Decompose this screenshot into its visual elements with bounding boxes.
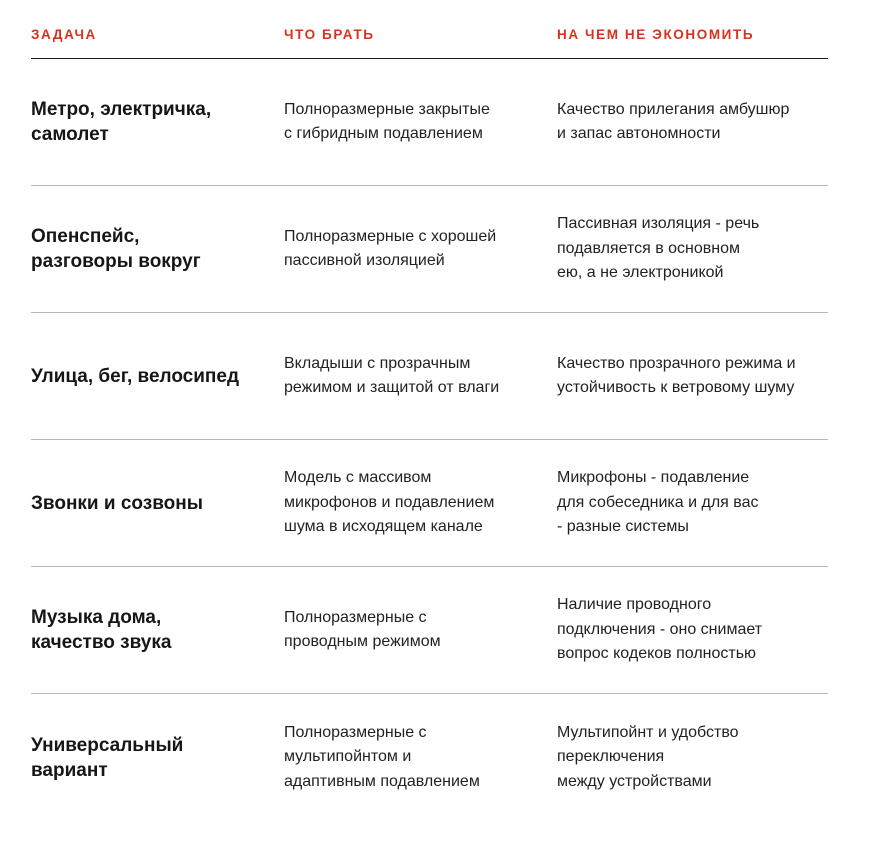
cell-text-line: Полноразмерные с хорошей: [284, 227, 497, 245]
table-row: [31, 567, 828, 694]
what-to-take-cell: [284, 440, 546, 566]
table-header: [31, 0, 828, 59]
what-to-take-cell: [284, 186, 546, 312]
cell-text-line: вариант: [31, 759, 108, 781]
cell-text-line: переключения: [557, 748, 665, 766]
dont-save-cell: [557, 440, 828, 566]
cell-text-line: проводным режимом: [284, 633, 441, 650]
cell-text-line: качество звука: [31, 632, 172, 653]
cell-text-line: подключения - оно снимает: [557, 620, 763, 638]
cell-text-line: устойчивость к ветровому шуму: [557, 379, 795, 396]
cell-text-line: Опенспейс,: [31, 226, 140, 247]
header-task: ЗАДАЧА: [31, 27, 97, 42]
dont-save-cell: [557, 186, 828, 312]
what-to-take-cell: [284, 694, 546, 821]
cell-text-line: Качество прозрачного режима и: [557, 354, 796, 372]
cell-text-line: Полноразмерные с: [284, 608, 427, 626]
cell-text-line: - разные системы: [557, 518, 689, 536]
what-to-take-cell: [284, 567, 546, 693]
task-cell: [31, 59, 271, 185]
cell-text-line: Универсальный: [31, 734, 184, 756]
cell-text-line: Полноразмерные закрытые: [284, 100, 490, 118]
cell-text-line: микрофонов и подавлением: [284, 493, 495, 511]
cell-text-line: адаптивным подавлением: [284, 772, 480, 790]
dont-save-cell: [557, 313, 828, 439]
table-row: [31, 186, 828, 313]
cell-text-line: Наличие проводного: [557, 596, 712, 614]
cell-text-line: Качество прилегания амбушюр: [557, 100, 790, 118]
cell-text-line: режимом и защитой от влаги: [284, 379, 500, 396]
cell-text-line: для собеседника и для вас: [557, 493, 759, 511]
cell-text-line: Пассивная изоляция - речь: [557, 215, 760, 233]
cell-text-line: подавляется в основном: [557, 239, 741, 257]
cell-text-line: Улица, бег, велосипед: [31, 365, 240, 387]
comparison-table: [31, 0, 828, 821]
cell-text-line: разговоры вокруг: [31, 251, 201, 272]
task-cell: [31, 313, 271, 439]
table-row: [31, 694, 828, 821]
dont-save-cell: [557, 567, 828, 693]
table-row: [31, 313, 828, 440]
task-cell: [31, 186, 271, 312]
dont-save-cell: [557, 694, 828, 821]
dont-save-cell: [557, 59, 828, 185]
cell-text-line: с гибридным подавлением: [284, 125, 483, 142]
cell-text-line: Звонки и созвоны: [31, 492, 203, 514]
task-cell: [31, 567, 271, 693]
table-body: [31, 59, 828, 821]
cell-text-line: Микрофоны - подавление: [557, 469, 750, 487]
cell-text-line: вопрос кодеков полностью: [557, 645, 757, 663]
cell-text-line: самолет: [31, 124, 109, 145]
cell-text-line: Музыка дома,: [31, 607, 162, 628]
task-cell: [31, 694, 271, 821]
cell-text-line: Метро, электричка,: [31, 99, 212, 120]
table-row: [31, 59, 828, 186]
cell-text-line: мультипойнтом и: [284, 748, 412, 766]
what-to-take-cell: [284, 313, 546, 439]
header-what-to-take: ЧТО БРАТЬ: [284, 27, 375, 42]
cell-text-line: шума в исходящем канале: [284, 518, 483, 536]
table-row: [31, 440, 828, 567]
cell-text-line: Мультипойнт и удобство: [557, 723, 739, 741]
cell-text-line: и запас автономности: [557, 125, 721, 142]
cell-text-line: ею, а не электроникой: [557, 264, 724, 282]
cell-text-line: между устройствами: [557, 772, 712, 790]
cell-text-line: Модель с массивом: [284, 469, 432, 487]
header-dont-save-on: НА ЧЕМ НЕ ЭКОНОМИТЬ: [557, 27, 755, 42]
cell-text-line: Вкладыши с прозрачным: [284, 354, 471, 372]
what-to-take-cell: [284, 59, 546, 185]
task-cell: [31, 440, 271, 566]
cell-text-line: Полноразмерные с: [284, 723, 427, 741]
cell-text-line: пассивной изоляцией: [284, 252, 445, 269]
